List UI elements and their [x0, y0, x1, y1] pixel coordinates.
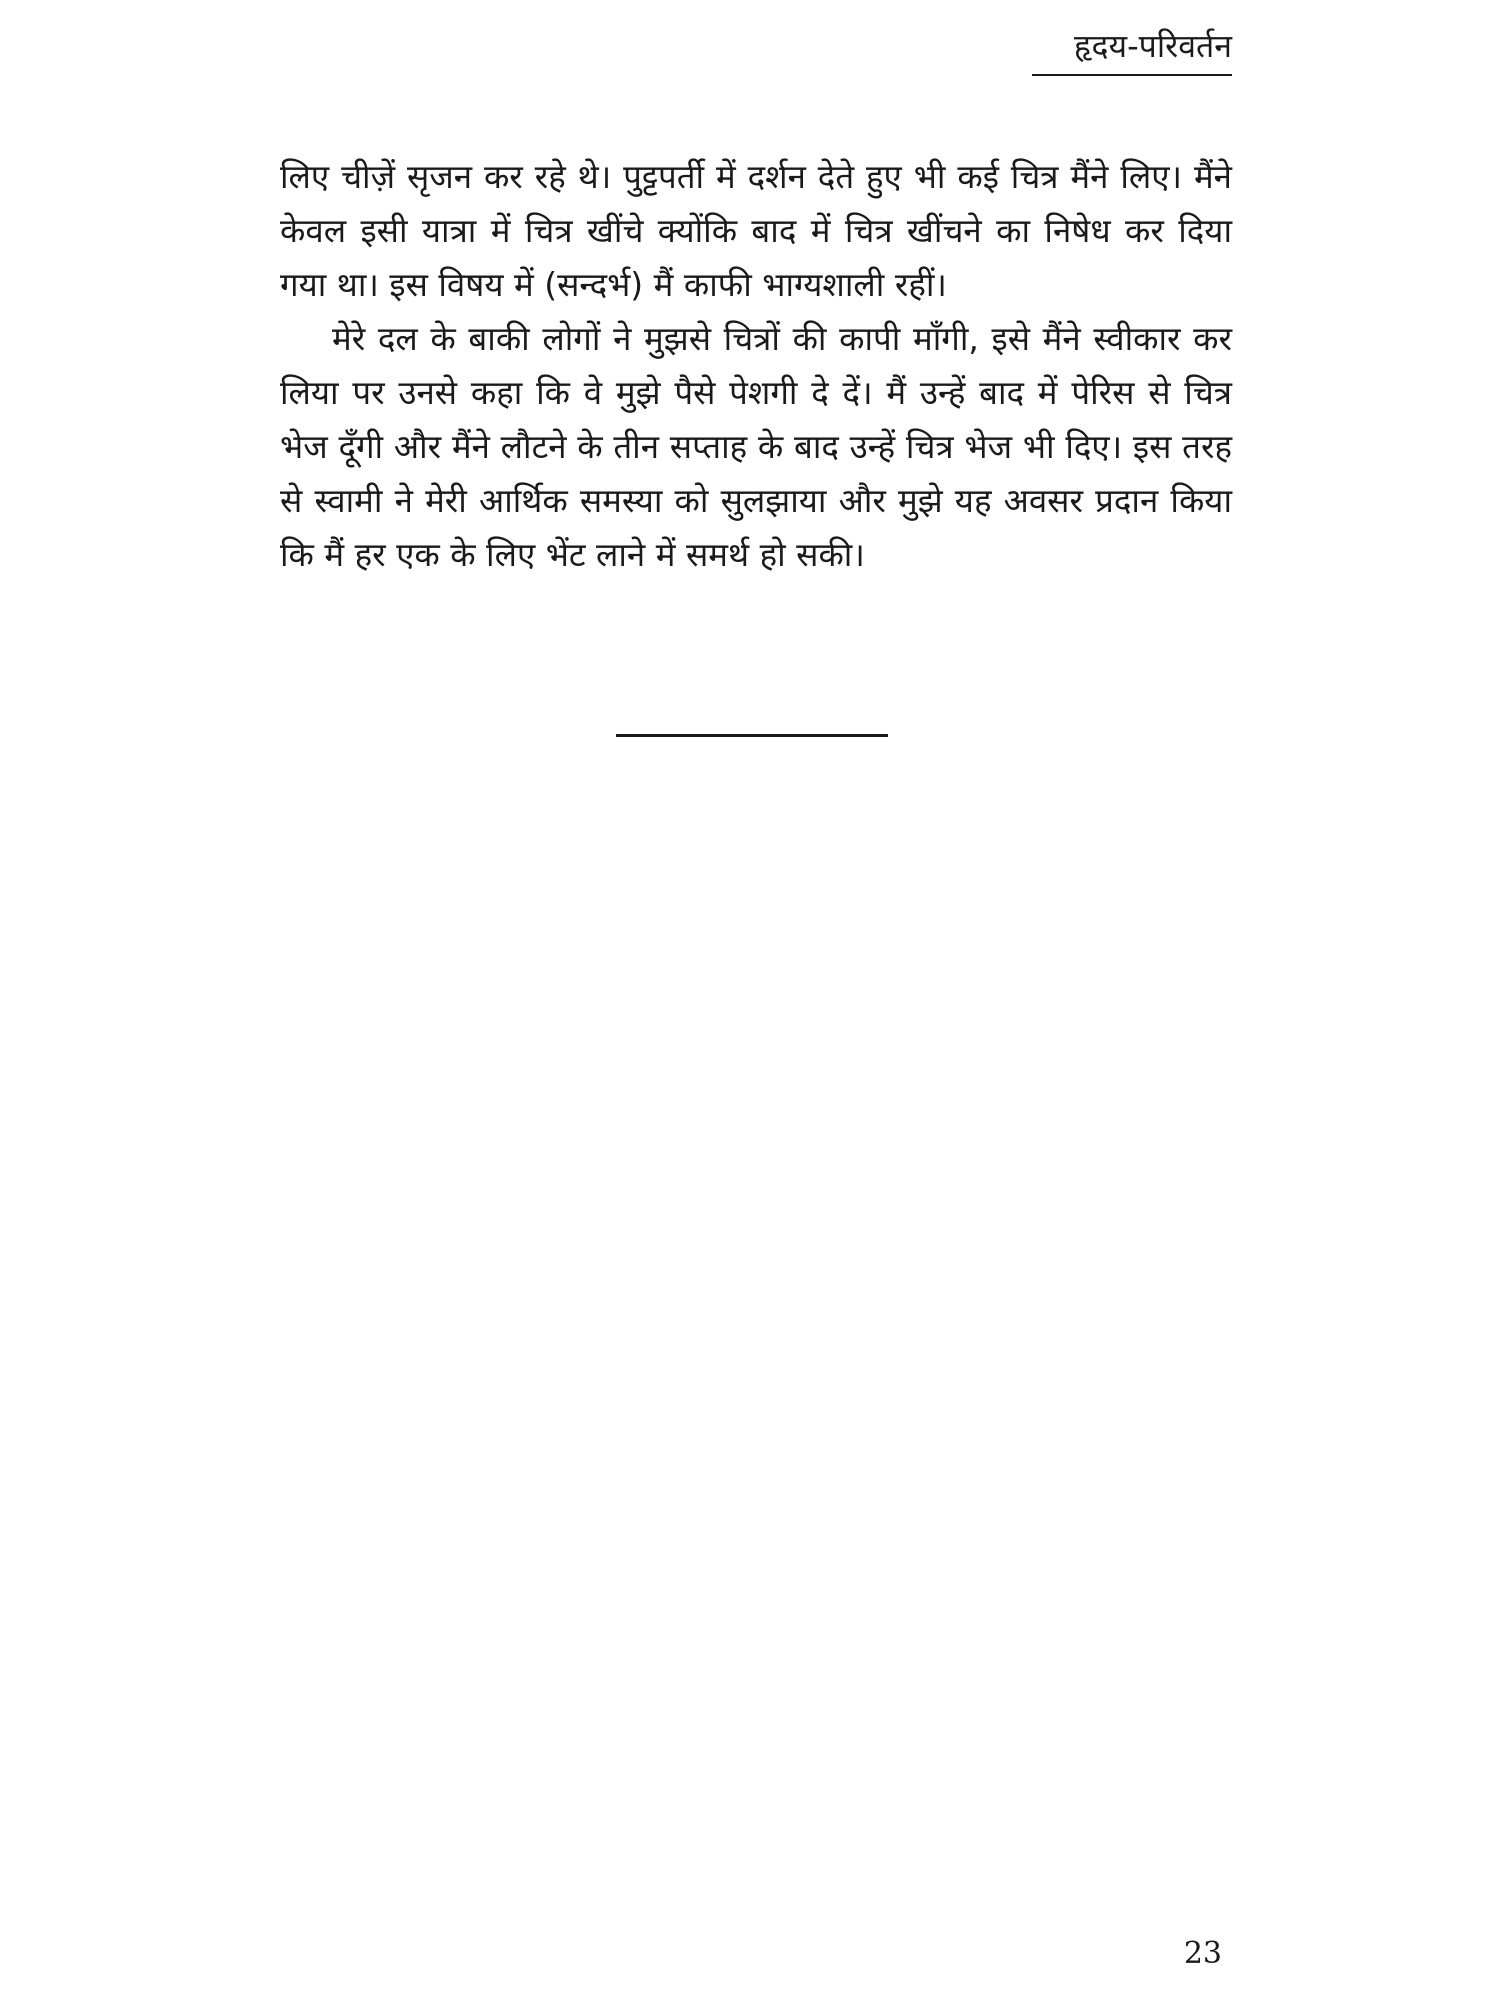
paragraph-continuation: लिए चीज़ें सृजन कर रहे थे। पुट्टपर्ती में दर्शन देते हुए भी कई चित्र मैंने लिए। मैंने केवल इसी यात्रा में चित्र खींचे क्योंकि बाद में चित्र खींचने का निषेध कर दिया गया था। इस विषय में (सन्दर्भ) मैं काफी भाग्यशाली रहीं। — [280, 157, 1232, 304]
running-header-title: हृदय-परिवर्तन — [1032, 22, 1232, 76]
body-text — [280, 150, 1232, 582]
paragraph: मेरे दल के बाकी लोगों ने मुझसे चित्रों की कापी माँगी, इसे मैंने स्वीकार कर लिया पर उनसे कहा कि वे मुझे पैसे पेशगी दे दें। मैं उन्हें बाद में पेरिस से चित्र भेज दूँगी और मैंने लौटने के तीन सप्ताह के बाद उन्हें चित्र भेज भी दिए। इस तरह से स्वामी ने मेरी आर्थिक समस्या को सुलझाया और मुझे यह अवसर प्रदान किया कि मैं हर एक के लिए भेंट लाने में समर्थ हो सकी। — [280, 319, 1232, 574]
section-end-rule — [616, 734, 888, 737]
page-number: 23 — [1183, 1936, 1222, 1971]
